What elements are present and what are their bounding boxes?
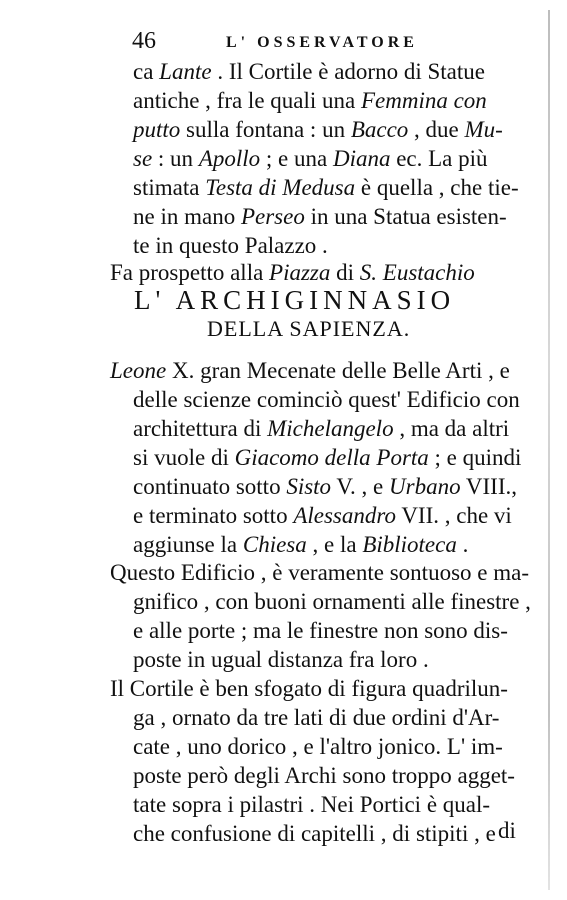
text-line: se : un Apollo ; e una Diana ec. La più <box>133 146 488 171</box>
italic-text: Diana <box>332 146 391 171</box>
text-line: ca Lante . Il Cortile è adorno di Statue <box>133 59 485 84</box>
running-title: L' OSSERVATORE <box>226 34 418 51</box>
italic-text: Perseo <box>240 204 305 229</box>
italic-text: Urbano <box>389 474 461 499</box>
italic-text: Mu- <box>464 117 503 142</box>
text-line: tate sopra i pilastri . Nei Portici è qual- <box>133 792 491 817</box>
text-line: ne in mano Perseo in una Statua esisten- <box>133 204 507 229</box>
italic-text: putto <box>133 117 181 142</box>
section-heading-line2: DELLA SAPIENZA. <box>207 316 411 341</box>
text-line: Fa prospetto alla Piazza di S. Eustachio <box>110 260 475 285</box>
text-line: Leone X. gran Mecenate delle Belle Arti , e <box>110 358 510 383</box>
italic-text: Sisto <box>286 474 332 499</box>
italic-text: Piazza <box>269 260 331 285</box>
italic-text: Testa di Medusa <box>205 175 356 200</box>
text-line: cate , uno dorico , e l'altro jonico. L' im- <box>133 734 503 759</box>
text-line: Questo Edificio , è veramente sontuoso e ma- <box>110 560 529 585</box>
text-line: Il Cortile è ben sfogato di figura quadrilun- <box>110 676 508 701</box>
text-line: continuato sotto Sisto V. , e Urbano VIII., <box>133 474 517 499</box>
italic-text: Alessandro <box>293 503 396 528</box>
catchword: di <box>498 818 516 843</box>
italic-text: Michelangelo <box>267 416 394 441</box>
text-line: gnifico , con buoni ornamenti alle finestre , <box>133 589 531 614</box>
text-line: stimata Testa di Medusa è quella , che tie- <box>133 175 519 200</box>
italic-text: Apollo <box>198 146 261 171</box>
section-heading-line1: L' ARCHIGINNASIO <box>134 285 456 315</box>
italic-text: Bacco <box>350 117 409 142</box>
italic-text: S. Eustachio <box>359 260 475 285</box>
text-line: antiche , fra le quali una Femmina con <box>133 88 487 113</box>
text-line: poste in ugual distanza fra loro . <box>133 647 429 672</box>
text-line: ga , ornato da tre lati di due ordini d'Ar- <box>133 705 500 730</box>
text-line: si vuole di Giacomo della Porta ; e quindi <box>133 445 522 470</box>
italic-text: se <box>133 146 153 171</box>
italic-text: Giacomo della Porta <box>234 445 429 470</box>
page-edge-shadow <box>548 10 550 890</box>
running-head <box>132 28 452 58</box>
italic-text: Femmina con <box>360 88 487 113</box>
text-line: aggiunse la Chiesa , e la Biblioteca . <box>133 532 469 557</box>
text-line: che confusione di capitelli , di stipiti , e <box>133 821 496 846</box>
text-line: architettura di Michelangelo , ma da altri <box>133 416 510 441</box>
page-number: 46 <box>132 28 156 54</box>
text-line: poste però degli Archi sono troppo agget- <box>133 763 515 788</box>
text-line: e alle porte ; ma le finestre non sono dis- <box>133 618 508 643</box>
italic-text: Chiesa <box>242 532 307 557</box>
text-line: te in questo Palazzo . <box>133 233 328 258</box>
text-line: delle scienze cominciò quest' Edificio con <box>133 387 520 412</box>
text-line: e terminato sotto Alessandro VII. , che vi <box>133 503 512 528</box>
italic-text: Leone <box>110 358 167 383</box>
italic-text: Lante <box>159 59 212 84</box>
italic-text: Biblioteca <box>362 532 457 557</box>
text-line: putto sulla fontana : un Bacco , due Mu- <box>133 117 503 142</box>
